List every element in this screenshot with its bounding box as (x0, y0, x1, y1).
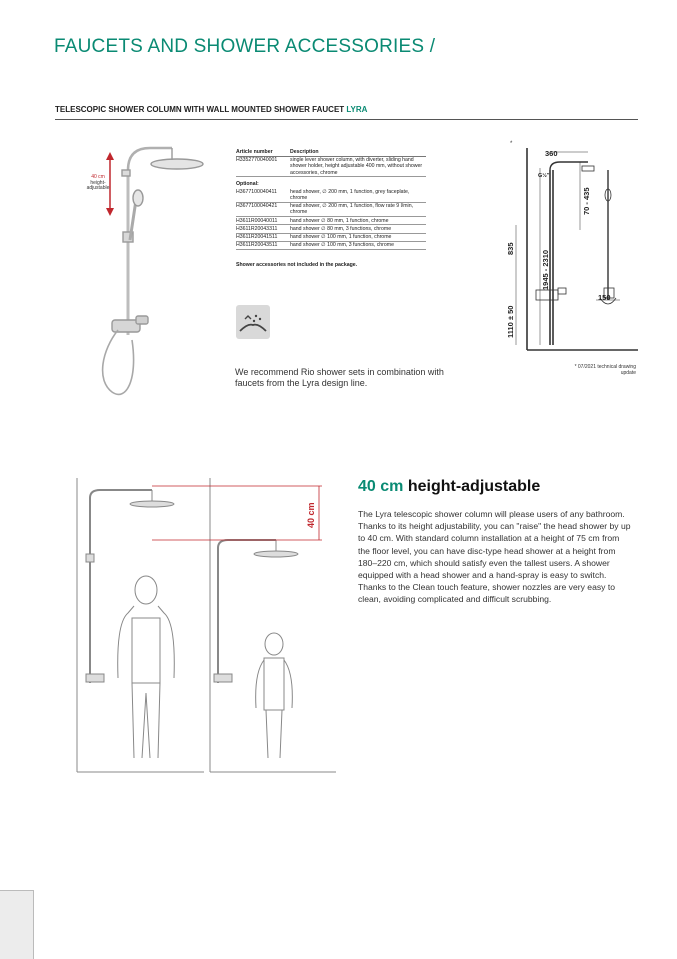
dim-70-435: 70 - 435 (582, 187, 591, 215)
recommendation-text: We recommend Rio shower sets in combination with faucets from the Lyra design line. (235, 367, 444, 388)
drawing-asterisk: * (510, 141, 513, 147)
dim-thread: G½" (538, 173, 550, 179)
drawing-update-note: * 07/2021 technical drawing update (574, 364, 636, 376)
page-title: FAUCETS AND SHOWER ACCESSORIES / (54, 36, 436, 57)
feature-heading (358, 478, 540, 496)
article-description: single lever shower column, with diverter, sliding hand shower holder, height adjustable 400 mm, without shower accessories, chrome (290, 156, 426, 177)
dim-360: 360 (545, 149, 558, 158)
article-description: hand shower ∅ 100 mm, 3 functions, chrome (290, 241, 426, 249)
article-description: hand shower ∅ 80 mm, 3 functions, chrome (290, 225, 426, 233)
article-code: H3611R20041511 (236, 233, 290, 241)
section-subtitle (55, 105, 367, 114)
subtitle-divider (55, 119, 638, 120)
height-adjustable-value: 40 cm (91, 174, 105, 180)
feature-heading-accent: 40 cm (358, 478, 404, 495)
article-code: H3611R20043311 (236, 225, 290, 233)
dim-1110: 1110 ± 50 (506, 305, 515, 338)
article-code: H3611R00040011 (236, 217, 290, 225)
article-code: H3352770040001 (236, 156, 290, 177)
article-code: H3677100040421 (236, 202, 290, 216)
height-adjustable-text: height-adjustable (86, 179, 110, 191)
feature-body: The Lyra telescopic shower column will please users of any bathroom. Thanks to its height adjustability, you can "raise" the head shower by up to 40 cm. With standard column installation at a height of 75 cm from the floor level, you can have disc-type head shower at a height from 180–220 cm, which should satisfy even the tallest users. A shower equipped with a head shower and a hand-spray is easy to switch. Thanks to the Clean touch feature, shower nozzles are very easy to clean, avoiding complicated and difficult scrubbing. (358, 509, 631, 605)
dim-150: 150 (598, 293, 611, 302)
article-description: hand shower ∅ 100 mm, 1 function, chrome (290, 233, 426, 241)
illustration-height-label: 40 cm (306, 502, 316, 528)
col-article-header: Article number (236, 148, 290, 156)
dim-1945-2310: 1945 - 2310 (541, 249, 550, 290)
clean-touch-icon (236, 305, 270, 339)
technical-drawing (500, 140, 640, 360)
spec-table (236, 148, 426, 268)
dim-835: 835 (506, 242, 515, 255)
subtitle-accent: LYRA (346, 105, 368, 114)
page-side-tab (0, 890, 34, 959)
height-illustration (76, 478, 338, 774)
feature-heading-rest: height-adjustable (403, 478, 541, 495)
accessories-note: Shower accessories not included in the package. (236, 261, 358, 268)
article-code: H3611R20043511 (236, 241, 290, 249)
article-description: hand shower ∅ 80 mm, 1 function, chrome (290, 217, 426, 225)
col-description-header: Description (290, 148, 426, 156)
height-adjustable-label (80, 175, 116, 192)
optional-label: Optional: (236, 181, 259, 188)
article-description: head shower, ∅ 200 mm, 1 function, grey faceplate, chrome (290, 188, 426, 202)
article-code: H3677100040411 (236, 188, 290, 202)
article-description: head shower, ∅ 200 mm, 1 function, flow rate 9 l/min, chrome (290, 202, 426, 216)
subtitle-main: TELESCOPIC SHOWER COLUMN WITH WALL MOUNTED SHOWER FAUCET (55, 105, 347, 114)
